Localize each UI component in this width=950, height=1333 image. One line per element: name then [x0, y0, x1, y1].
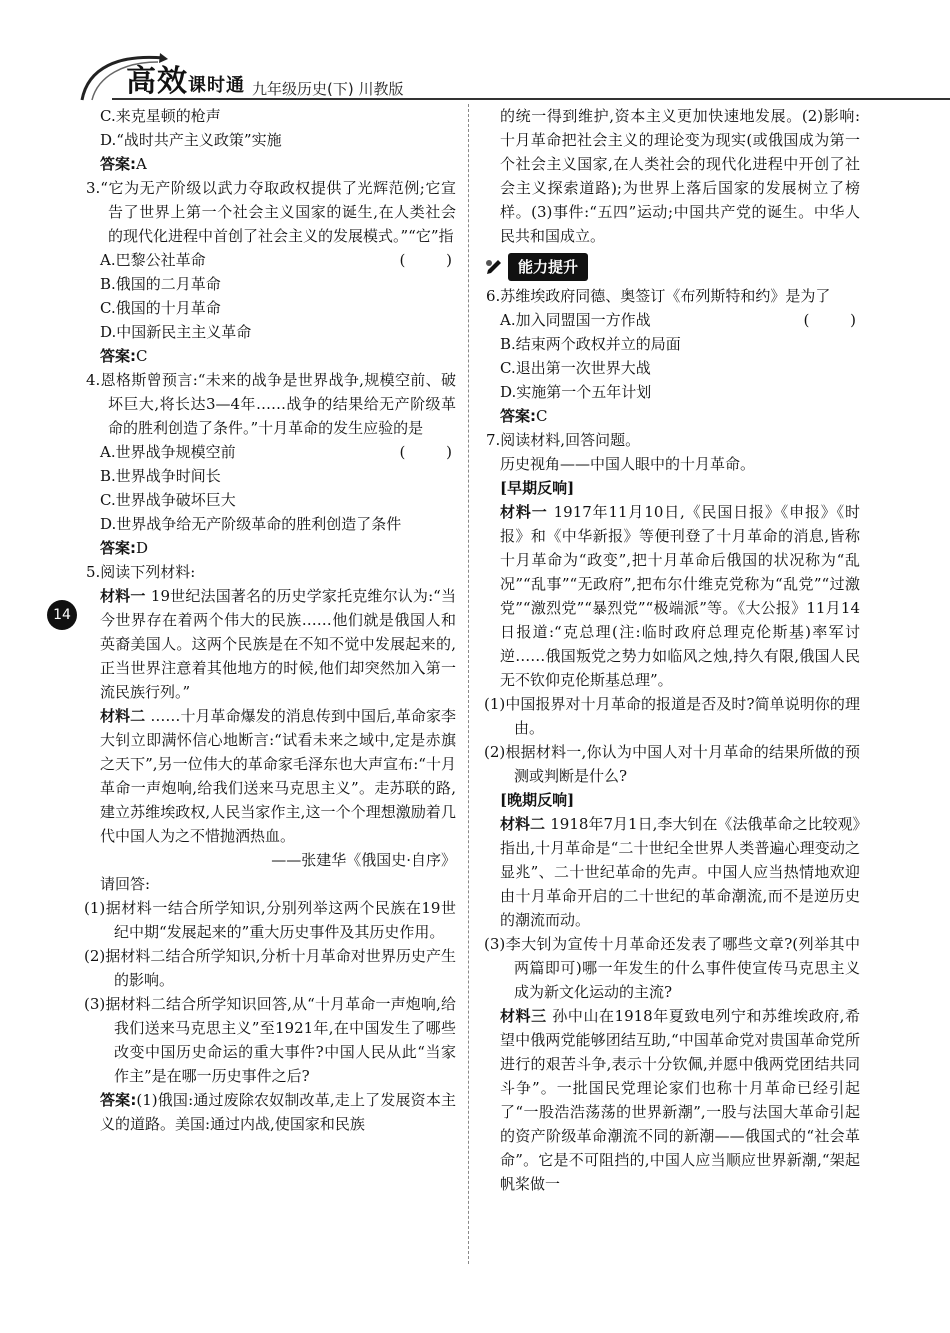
material-label: 材料一 [100, 587, 151, 605]
header-rule [112, 98, 950, 100]
answer-label: 答案: [100, 539, 136, 557]
text-content: B.俄国的二月革命 [100, 275, 221, 293]
text-content: 4.恩格斯曾预言:“未来的战争是世界战争,规模空前、破坏巨大,将长达3—4年……战争的结果给无产阶级革命的胜利创造了条件。”十月革命的发生应验的是 [86, 371, 456, 437]
text-content: (2)根据材料一,你认为中国人对十月革命的结果所做的预测或判断是什么? [484, 743, 860, 785]
answer-value: A [136, 155, 147, 173]
text-content: B.世界战争时间长 [100, 467, 221, 485]
question-stem [84, 560, 456, 584]
text-content: ……十月革命爆发的消息传到中国后,革命家李大钊立即满怀信心地断言:“试看未来之域中,定是赤旗之天下”,另一位伟大的革命家毛泽东也大声宣布:“十月革命一声炮响,给我们送来马克思主义”。走苏联的路,建立苏维埃政权,人民当家作主,这一个个理想激励着几代中国人为之不惜抛洒热血。 [100, 707, 456, 845]
text-content: D.世界战争给无产阶级革命的胜利创造了条件 [100, 515, 402, 533]
answer-value: C [136, 347, 148, 365]
material-paragraph [484, 500, 860, 692]
text-content: A.加入同盟国一方作战 [500, 311, 651, 329]
text-content: C.退出第一次世界大战 [500, 359, 651, 377]
text-content: 的统一得到维护,资本主义更加快速地发展。(2)影响:十月革命把社会主义的理论变为现实(或俄国成为第一个社会主义国家,在人类社会的现代化进程中开创了社会主义探索道路);为世界上落后国家的发展树立了榜样。(3)事件:“五四”运动;中国共产党的诞生。中华人民共和国成立。 [500, 107, 860, 245]
text-content: [晚期反响] [500, 791, 575, 809]
question-item [84, 896, 456, 944]
text-content: 6.苏维埃政府同德、奥签订《布列斯特和约》是为了 [486, 287, 831, 305]
text-content: 19世纪法国著名的历史学家托克维尔认为:“当今世界存在着两个伟大的民族……他们就是俄国人和英裔美国人。这两个民族是在不知不觉中发展起来的,正当世界注意着其他地方的时候,他们却突然加入第一流民族行列。” [100, 587, 456, 701]
right-column [484, 104, 874, 1196]
text-content: D.“战时共产主义政策”实施 [100, 131, 282, 149]
text-content: 请回答: [100, 875, 151, 893]
material-paragraph [484, 812, 860, 932]
text-content: 历史视角——中国人眼中的十月革命。 [500, 455, 756, 473]
text-content: (1)中国报界对十月革命的报道是否及时?简单说明你的理由。 [484, 695, 860, 737]
text-line [84, 272, 456, 296]
question-item [84, 944, 456, 992]
text-line [484, 104, 860, 248]
book-subtitle: 九年级历史(下) 川教版 [252, 80, 404, 98]
subheading [484, 788, 860, 812]
text-content: C.俄国的十月革命 [100, 299, 221, 317]
text-content: (1)据材料一结合所学知识,分别列举这两个民族在19世纪中期“发展起来的”重大历史事件及其历史作用。 [84, 899, 456, 941]
material-label: 材料二 [500, 815, 551, 833]
text-content: 5.阅读下列材料: [86, 563, 196, 581]
subheading [484, 476, 860, 500]
material-label: 材料一 [500, 503, 554, 521]
material-paragraph [84, 584, 456, 704]
text-content: 1918年7月1日,李大钊在《法俄革命之比较观》指出,十月革命是“二十世纪全世界人类普遍心理变动之显兆”、二十世纪革命的先声。中国人应当热情地欢迎由十月革命开启的二十世纪的革命潮流,而不是逆历史的潮流而动。 [500, 815, 860, 929]
material-paragraph [484, 1004, 860, 1196]
text-line [84, 512, 456, 536]
pen-icon [484, 257, 504, 277]
answer-blank: ( ) [399, 251, 470, 269]
question-item [484, 740, 860, 788]
question-item [484, 932, 860, 1004]
material-label: 答案: [100, 1091, 137, 1109]
answer-blank: ( ) [803, 311, 874, 329]
material-paragraph [84, 704, 456, 848]
answer-label: 答案: [500, 407, 536, 425]
answer-paragraph [84, 1088, 456, 1136]
left-column [84, 104, 470, 1136]
question-item [84, 992, 456, 1088]
answer-label: 答案: [100, 155, 136, 173]
answer-blank: ( ) [399, 443, 470, 461]
question-stem [484, 428, 860, 452]
question-item [84, 872, 456, 896]
text-content: D.中国新民主主义革命 [100, 323, 252, 341]
text-content: 7.阅读材料,回答问题。 [486, 431, 641, 449]
answer-line [84, 152, 456, 176]
answer-value: C [536, 407, 548, 425]
text-line [484, 380, 860, 404]
answer-line [84, 536, 456, 560]
text-line [484, 452, 860, 476]
page-number-badge: 14 [47, 600, 77, 630]
text-line [484, 332, 860, 356]
text-content: (2)据材料二结合所学知识,分析十月革命对世界历史产生的影响。 [84, 947, 456, 989]
column-divider [468, 104, 469, 1264]
brand-title: 高效课时通 [126, 64, 245, 99]
text-line [84, 464, 456, 488]
section-heading [484, 252, 860, 282]
question-item [484, 692, 860, 740]
text-content: 1917年11月10日,《民国日报》《申报》《时报》和《中华新报》等便刊登了十月革命的消息,皆称十月革命为“政变”,把十月革命后俄国的状况称为“乱况”“乱事”“无政府”,把布尔什维克党称为“乱党”“过激党”“激烈党”“暴烈党”“极端派”等。《大公报》11月14日报道:“克总理(注:临时政府总理克伦斯基)率军讨逆……俄国叛党之势力如临风之烛,持久有限,俄国人民无不钦仰克伦斯基总理”。 [500, 503, 860, 689]
material-label: 材料三 [500, 1007, 553, 1025]
answer-value: D [136, 539, 149, 557]
text-content: (3)李大钊为宣传十月革命还发表了哪些文章?(列举其中两篇即可)哪一年发生的什么事件使宣传马克思主义成为新文化运动的主流? [484, 935, 860, 1001]
text-line [84, 488, 456, 512]
text-content: A.世界战争规模空前 [100, 443, 236, 461]
text-content: 孙中山在1918年夏致电列宁和苏维埃政府,希望中俄两党能够团结互助,“中国革命党对贵国革命党所进行的艰苦斗争,表示十分钦佩,并愿中俄两党团结共同斗争”。一批国民党理论家们也称十月革命已经引起了“一股浩浩荡荡的世界新潮”,一股与法国大革命引起的资产阶级革命潮流不同的新潮——俄国式的“社会革命”。它是不可阻挡的,中国人应当顺应世界新潮,“架起帆桨做一 [500, 1007, 860, 1193]
text-content: 3.“它为无产阶级以武力夺取政权提供了光辉范例;它宣告了世界上第一个社会主义国家的诞生,在人类社会的现代化进程中首创了社会主义的发展模式。”“它”指 [86, 179, 456, 245]
answer-line [484, 404, 860, 428]
text-line [84, 320, 456, 344]
text-content: ——张建华《俄国史·自序》 [271, 851, 456, 869]
text-content: D.实施第一个五年计划 [500, 383, 652, 401]
text-content: C.来克星顿的枪声 [100, 107, 221, 125]
source-citation [84, 848, 456, 872]
text-content: (1)俄国:通过废除农奴制改革,走上了发展资本主义的道路。美国:通过内战,使国家和民族 [100, 1091, 456, 1133]
text-line [484, 356, 860, 380]
answer-label: 答案: [100, 347, 136, 365]
text-line [84, 128, 456, 152]
page-header [0, 0, 950, 100]
material-label: 材料二 [100, 707, 151, 725]
section-title: 能力提升 [508, 253, 588, 281]
text-content: B.结束两个政权并立的局面 [500, 335, 681, 353]
text-content: (3)据材料二结合所学知识回答,从“十月革命一声炮响,给我们送来马克思主义”至1921年,在中国发生了哪些改变中国历史命运的重大事件?中国人民从此“当家作主”是在哪一历史事件之后? [84, 995, 456, 1085]
text-content: C.世界战争破坏巨大 [100, 491, 236, 509]
text-line [84, 296, 456, 320]
answer-line [84, 344, 456, 368]
text-content: [早期反响] [500, 479, 575, 497]
text-line [84, 104, 456, 128]
text-content: A.巴黎公社革命 [100, 251, 206, 269]
